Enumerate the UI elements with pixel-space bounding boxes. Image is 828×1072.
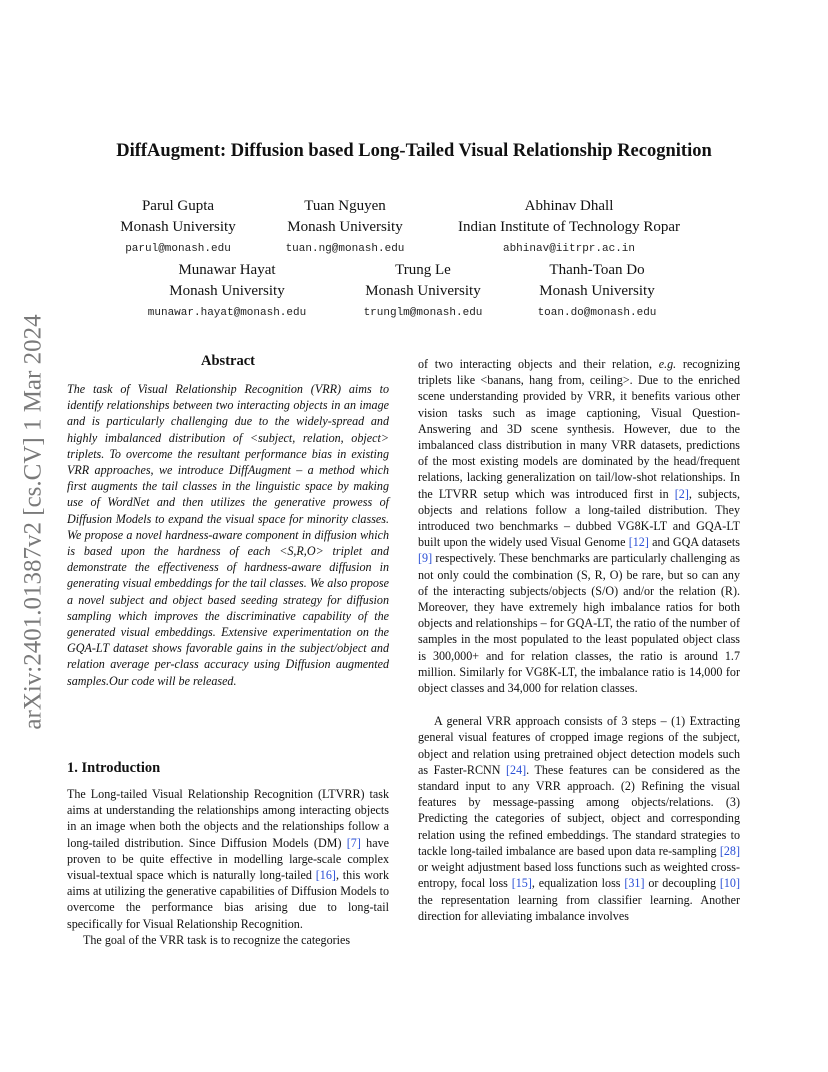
author-block [440, 196, 698, 260]
author-email: munawar.hayat@monash.edu [147, 307, 307, 319]
citation-link[interactable]: [28] [719, 843, 740, 858]
abstract-text: The task of Visual Relationship Recognition (VRR) aims to identify relationships between two interacting objects in an image and is particularly challenging due to the widely-spread and highly imbalanced distribution of <subject, relation, object> triplets. To overcome the resultant performance bias in existing VRR approaches, we introduce DiffAugment – a method which first augments the tail classes in the linguistic space by making use of WordNet and then utilizes the generative prowess of Diffusion Models to expand the visual space for minority classes. We propose a novel hardness-aware component in diffusion which is based upon the hardness of each <S,R,O> triplet and demonstrate the effectiveness of hardness-aware diffusion in generating visual embeddings for the tail classes. We also propose a novel subject and object based seeding strategy for diffusion sampling which improves the discriminative capability of the generated visual embeddings. Extensive experimentation on the GQA-LT dataset shows favorable gains in the subject/object and relation average per-class accuracy using Diffusion augmented samples.Our code will be released. [67, 382, 389, 688]
section-heading: 1. Introduction [67, 760, 161, 776]
intro-paragraph: The goal of the VRR task is to recognize the categories [83, 932, 351, 947]
author-affiliation: Monash University [365, 283, 481, 299]
citation-link[interactable]: [7] [346, 835, 361, 850]
author-name: Munawar Hayat [178, 262, 276, 278]
author-block [272, 196, 418, 260]
citation-link[interactable]: [9] [418, 551, 433, 566]
author-affiliation: Monash University [169, 283, 285, 299]
author-email: parul@monash.edu [125, 243, 231, 255]
body-paragraph: A general VRR approach consists of 3 steps – (1) Extracting general visual features of cropped image regions of the subject, object and relation using pretrained object detection models such as Faster-RCNN [24]. These features can be considered as the standard input to any VRR approach. (2) Refining the visual features by message-passing among objects/relations. (3) Predicting the categories of subject, object and corresponding relation using the refined embeddings. The standard strategies to tackle long-tailed imbalance are based upon data re-sampling [28] or weight adjustment based loss functions such as weighted cross-entropy, focal loss [15], equalization loss [31] or decoupling [10] the representation learning from classifier learning. Another direction for alleviating imbalance involves [418, 714, 740, 923]
left-column [67, 353, 389, 689]
author-block [104, 196, 252, 260]
author-email: toan.do@monash.edu [537, 307, 657, 319]
intro-paragraph: The Long-tailed Visual Relationship Recognition (LTVRR) task aims at understanding the relationships among interacting objects in an image when both the objects and the relationships follow a long-tailed distribution. Since Diffusion Models (DM) [7] have proven to be quite effective in modelling large-scale complex visual-textual space which is naturally long-tailed [16], this work aims at utilizing the generative capabilities of Diffusion Models to overcome the performance bias arising due to long-tail specifically for Visual Relationship Recognition. [67, 787, 389, 931]
author-email: trunglm@monash.edu [363, 307, 483, 319]
author-name: Thanh-Toan Do [549, 262, 645, 278]
body-paragraph: of two interacting objects and their relation, e.g. recognizing triplets like <banans, hang from, ceiling>. Due to the enriched scene understanding provided by VRR, it benefits various other vision tasks such as image captioning, Visual Question-Answering and 3D scene synthesis. However, due to the imbalanced class distribution in many VRR datasets, predictions of the most existing models are dominated by the head/frequent relations, lacking generalization on tail/low-shot relationships. In the LTVRR setup which was introduced first in [2], subjects, objects and relations follow a long-tailed distribution. They introduced two benchmarks – dubbed VG8K-LT and GQA-LT built upon the widely used Visual Genome [12] and GQA datasets [9] respectively. These benchmarks are particularly challenging as not only could the combination (S, R, O) be rare, but so can any of the interacting subjects/objects (S/O) and/or the relation (R). Moreover, they have extremely high imbalance ratios for both objects and relationships – for GQA-LT, the ratio of the number of samples in the most populated to the least populated object class is 300,000+ and for relation classes, the ratio is around 1.7 million. Similarly for VG8K-LT, the imbalance ratio is 14,000 for object classes and 34,000 for relation classes. [418, 357, 740, 696]
citation-link[interactable]: [10] [719, 876, 740, 891]
author-name: Trung Le [395, 262, 451, 278]
introduction-section [67, 760, 389, 948]
citation-link[interactable]: [31] [624, 876, 645, 891]
author-name: Tuan Nguyen [304, 198, 386, 214]
author-email: abhinav@iitrpr.ac.in [502, 243, 636, 255]
author-affiliation: Indian Institute of Technology Ropar [458, 219, 680, 235]
arxiv-stamp: arXiv:2401.01387v2 [cs.CV] 1 Mar 2024 [20, 314, 48, 730]
author-name: Abhinav Dhall [524, 198, 614, 214]
citation-link[interactable]: [16] [315, 868, 336, 883]
author-block [524, 260, 670, 324]
right-column [418, 356, 740, 924]
abstract-heading: Abstract [201, 353, 255, 369]
author-name: Parul Gupta [141, 198, 215, 214]
author-email: tuan.ng@monash.edu [285, 243, 405, 255]
citation-link[interactable]: [12] [628, 535, 649, 550]
citation-link[interactable]: [15] [511, 876, 532, 891]
citation-link[interactable]: [2] [674, 486, 689, 501]
author-block [348, 260, 498, 324]
author-block [132, 260, 322, 324]
author-affiliation: Monash University [120, 219, 236, 235]
author-affiliation: Monash University [287, 219, 403, 235]
paper-title: DiffAugment: Diffusion based Long-Tailed Visual Relationship Recognition [116, 141, 712, 161]
author-affiliation: Monash University [539, 283, 655, 299]
citation-link[interactable]: [24] [506, 762, 527, 777]
